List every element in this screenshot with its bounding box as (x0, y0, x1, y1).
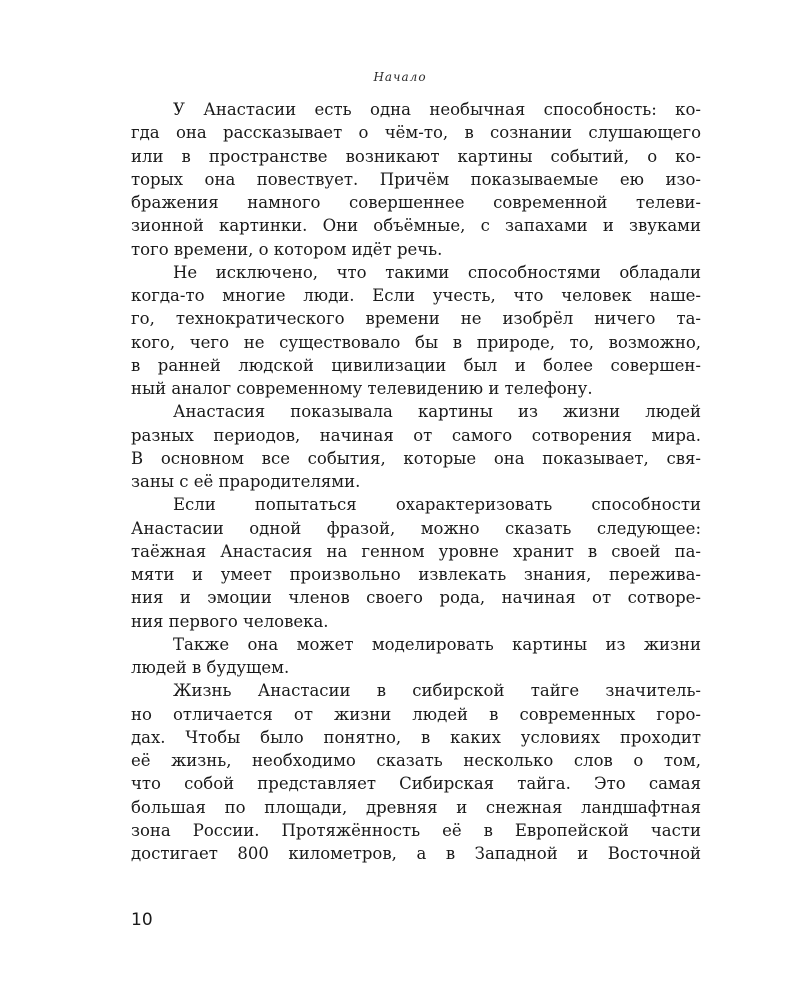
text-line: зона России. Протяжённость её в Европейской части (131, 820, 701, 840)
text-line: Если попытаться охарактеризовать способности (173, 495, 701, 515)
text-line: ния и эмоции членов своего рода, начиная от сотворе- (131, 588, 701, 608)
text-line: что собой представляет Сибирская тайга. Это самая (131, 774, 701, 794)
text-line: Не исключено, что такими способностями обладали (173, 262, 701, 282)
running-header: Начало (373, 70, 427, 84)
text-line: Анастасии одной фразой, можно сказать следующее: (131, 518, 701, 538)
text-line: го, технократического времени не изобрёл ничего та- (131, 309, 701, 329)
text-line: ния первого человека. (131, 611, 329, 631)
text-line: мяти и умеет произвольно извлекать знания, пережива- (131, 565, 701, 584)
text-line: в ранней людской цивилизации был и более совершен- (131, 355, 701, 375)
text-line: заны с её прародителями. (131, 472, 361, 491)
text-line: разных периодов, начиная от самого сотворения мира. (131, 425, 701, 445)
text-line: бражения намного совершеннее современной телеви- (131, 193, 701, 212)
text-line: или в пространстве возникают картины событий, о ко- (131, 146, 701, 166)
text-line: но отличается от жизни людей в современных горо- (131, 704, 701, 724)
text-line: достигает 800 километров, а в Западной и Восточной (131, 844, 701, 863)
text-line: дах. Чтобы было понятно, в каких условиях проходит (131, 727, 701, 747)
text-line: гда она рассказывает о чём-то, в сознании слушающего (131, 123, 701, 143)
text-line: когда-то многие люди. Если учесть, что человек наше- (131, 286, 701, 305)
text-line: большая по площади, древняя и снежная ландшафтная (131, 797, 701, 817)
text-line: У Анастасии есть одна необычная способность: ко- (173, 100, 701, 119)
text-line: Также она может моделировать картины из жизни (173, 634, 701, 654)
text-line: того времени, о котором идёт речь. (131, 239, 443, 259)
text-line: ный аналог современному телевидению и телефону. (131, 379, 593, 398)
page-number: 10 (131, 910, 153, 930)
text-line: её жизнь, необходимо сказать несколько слов о том, (131, 751, 701, 770)
text-line: людей в будущем. (131, 658, 290, 677)
text-line: Анастасия показывала картины из жизни людей (173, 402, 701, 422)
text-line: торых она повествует. Причём показываемые ею изо- (131, 169, 701, 189)
text-line: Жизнь Анастасии в сибирской тайге значитель- (173, 681, 701, 701)
text-line: кого, чего не существовало бы в природе, то, возможно, (131, 332, 701, 352)
body-text (131, 98, 701, 865)
text-line: В основном все события, которые она показывает, свя- (131, 448, 701, 468)
text-line: зионной картинки. Они объёмные, с запахами и звуками (131, 216, 701, 236)
text-line: таёжная Анастасия на генном уровне хранит в своей па- (131, 541, 701, 561)
